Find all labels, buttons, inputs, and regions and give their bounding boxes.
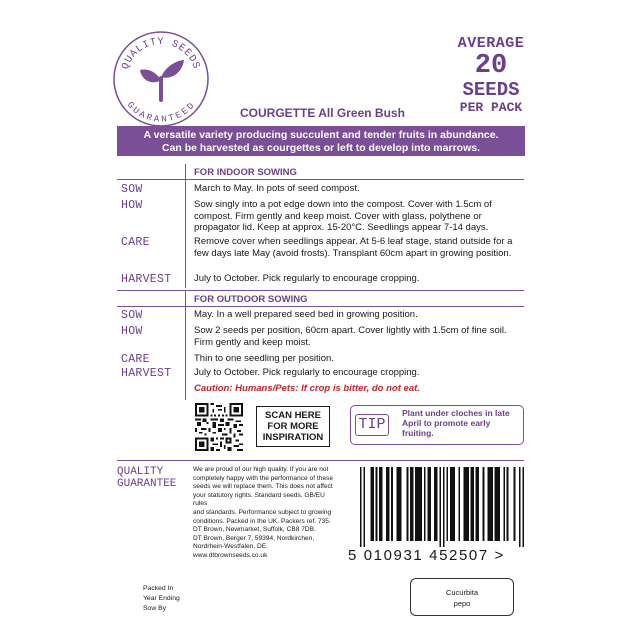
- indoor-divider: [117, 179, 524, 180]
- badge-top-text: QUALITY SEEDS: [120, 37, 202, 72]
- barcode-bar: [434, 467, 436, 541]
- barcode-bar: [450, 467, 452, 541]
- barcode-bar: [472, 467, 474, 541]
- quality-line-2: GUARANTEE: [117, 478, 177, 490]
- species-genus: Cucurbita: [445, 588, 479, 597]
- quality-seeds-badge: [112, 30, 210, 128]
- indoor-how-text: Sow singly into a pot edge down into the compost. Cover with 1.5cm of compost. Firm gently and keep moist. Cover with glass, polythene or propagator lid. Keep at approx. 15-20°C. Seedlings appear 7-14 days.: [194, 199, 492, 233]
- seedling-icon: [140, 60, 184, 100]
- bottom-divider: [117, 460, 524, 461]
- outdoor-divider: [117, 306, 524, 307]
- quality-guarantee-label: [117, 466, 176, 490]
- fine-print-line: DT Brown, Newmarket, Suffolk, CB8 7DB.: [193, 526, 316, 534]
- outdoor-heading: FOR OUTDOOR SOWING: [194, 294, 308, 305]
- barcode-bar: [415, 467, 417, 541]
- species-box: [410, 578, 514, 616]
- barcode-bar: [477, 467, 479, 541]
- barcode-bar: [522, 467, 524, 547]
- barcode-bar: [496, 467, 498, 541]
- fine-print: [193, 466, 341, 561]
- fine-print-line: We are proud of our high quality. If you are not: [193, 466, 329, 473]
- barcode: [360, 467, 524, 547]
- barcode-bar: [498, 467, 500, 541]
- packed-info: [143, 584, 180, 614]
- seed-count: 20: [474, 51, 508, 81]
- year-ending-label: Year Ending: [143, 595, 180, 602]
- barcode-bar: [370, 467, 372, 541]
- seeds-label: SEEDS: [462, 79, 520, 101]
- average-label: AVERAGE: [457, 35, 525, 52]
- barcode-bar: [439, 467, 441, 547]
- barcode-bar: [491, 467, 493, 541]
- indoor-harvest-text: July to October. Pick regularly to encourage cropping.: [194, 273, 420, 284]
- scan-here-box: [256, 406, 330, 447]
- barcode-bar: [465, 467, 467, 541]
- barcode-bar: [476, 467, 478, 541]
- fine-print-line: conditions. Packed in the UK. Packers ref. 735.: [193, 517, 331, 525]
- average-seeds-block: [452, 36, 530, 114]
- barcode-bar: [489, 467, 491, 541]
- outdoor-care-label: CARE: [121, 353, 150, 366]
- tip-line-1: Plant under cloches in late: [402, 408, 510, 418]
- barcode-bar: [495, 467, 497, 541]
- tip-text: [402, 408, 520, 438]
- barcode-bar: [519, 467, 521, 547]
- barcode-bar: [363, 467, 365, 547]
- tip-line-2: April to promote early: [402, 418, 491, 428]
- tip-line-3: fruiting.: [402, 428, 434, 438]
- barcode-bar: [420, 467, 422, 541]
- barcode-bar: [451, 467, 453, 541]
- indoor-care-text: Remove cover when seedlings appear. At 5-6 leaf stage, stand outside for a few days late May (avoid frosts). Transplant 60cm apart in growing position.: [194, 236, 513, 259]
- barcode-bar: [419, 467, 421, 541]
- fine-print-line: completely happy with the performance of these: [193, 474, 334, 482]
- barcode-bar: [376, 467, 378, 541]
- barcode-bar: [467, 467, 469, 541]
- badge-bottom-text: GUARANTEED: [124, 100, 198, 125]
- barcode-number: 5 010931 452507 >: [348, 547, 505, 564]
- indoor-harvest-label: HARVEST: [121, 273, 172, 286]
- sow-by-label: Sow By: [143, 605, 167, 612]
- indoor-column-divider: [185, 164, 186, 288]
- indoor-how-label: HOW: [121, 199, 143, 212]
- barcode-bar: [503, 467, 505, 541]
- barcode-bar: [388, 467, 390, 541]
- indoor-sow-label: SOW: [121, 183, 143, 196]
- scan-line-3: INSPIRATION: [262, 432, 324, 443]
- barcode-bar: [398, 467, 400, 541]
- outdoor-top-divider: [117, 290, 524, 291]
- outdoor-sow-text: May. In a well prepared seed bed in growing position.: [194, 309, 418, 320]
- barcode-bar: [407, 467, 409, 541]
- fine-print-line: Nordrhein-Westfalen, DE. www.dtbrownseeds.co.uk: [193, 543, 269, 559]
- fine-print-line: seeds we will replace them. This does not affect: [193, 483, 333, 491]
- barcode-bar: [427, 467, 429, 541]
- barcode-bar: [360, 467, 362, 547]
- barcode-bar: [386, 467, 388, 541]
- barcode-bar: [372, 467, 374, 541]
- packed-in-label: Packed In: [143, 585, 174, 592]
- outdoor-harvest-label: HARVEST: [121, 367, 172, 380]
- description-banner: [117, 126, 525, 156]
- indoor-sow-text: March to May. In pots of seed compost.: [194, 183, 360, 194]
- barcode-bar: [464, 467, 466, 541]
- barcode-bar: [507, 467, 509, 541]
- barcode-bar: [412, 467, 414, 541]
- barcode-bar: [483, 467, 485, 541]
- svg-text:GUARANTEED: [125, 100, 198, 125]
- barcode-bar: [391, 467, 393, 541]
- indoor-heading: FOR INDOOR SOWING: [194, 167, 297, 178]
- outdoor-column-divider: [185, 290, 186, 400]
- barcode-bar: [424, 467, 426, 541]
- outdoor-care-text: Thin to one seedling per position.: [194, 353, 334, 364]
- barcode-bar: [453, 467, 455, 541]
- indoor-care-label: CARE: [121, 236, 150, 249]
- barcode-bar: [446, 467, 448, 541]
- tip-label: TIP: [355, 414, 389, 436]
- barcode-bar: [470, 467, 472, 541]
- barcode-bar: [458, 467, 460, 541]
- per-pack-label: PER PACK: [459, 100, 523, 115]
- outdoor-harvest-text: July to October. Pick regularly to encourage cropping.: [194, 367, 420, 378]
- qr-code[interactable]: [195, 403, 243, 451]
- quality-line-1: QUALITY: [117, 466, 164, 478]
- barcode-bar: [410, 467, 412, 541]
- scan-line-2: FOR MORE: [267, 421, 319, 432]
- outdoor-how-label: HOW: [121, 325, 143, 338]
- outdoor-sow-label: SOW: [121, 309, 143, 322]
- barcode-bar: [417, 467, 419, 541]
- outdoor-how-text: Sow 2 seeds per position, 60cm apart. Cover lightly with 1.5cm of fine soil. Firm gently and keep moist.: [194, 325, 507, 348]
- barcode-bar: [436, 467, 438, 541]
- barcode-bar: [443, 467, 445, 547]
- banner-line-1: A versatile variety producing succulent and tender fruits in abundance.: [143, 129, 499, 141]
- barcode-bar: [400, 467, 402, 541]
- barcode-bar: [514, 467, 516, 541]
- barcode-bar: [488, 467, 490, 541]
- barcode-bar: [379, 467, 381, 541]
- barcode-bar: [396, 467, 398, 541]
- species-epithet: pepo: [453, 599, 471, 608]
- product-title: COURGETTE All Green Bush: [240, 106, 405, 120]
- barcode-bar: [381, 467, 383, 541]
- fine-print-line: your statutory rights. Standard seeds. GB/EU rules: [193, 491, 325, 508]
- banner-line-2: Can be harvested as courgettes or left to develop into marrows.: [162, 142, 480, 154]
- scan-line-1: SCAN HERE: [265, 410, 321, 421]
- fine-print-line: DT Brown, Berger 7, 59394, Nordkirchen,: [193, 534, 315, 542]
- fine-print-line: and standards. Performance subject to growing: [193, 508, 332, 516]
- barcode-bar: [429, 467, 431, 541]
- caution-warning: Caution: Humans/Pets: If crop is bitter, do not eat.: [194, 383, 420, 394]
